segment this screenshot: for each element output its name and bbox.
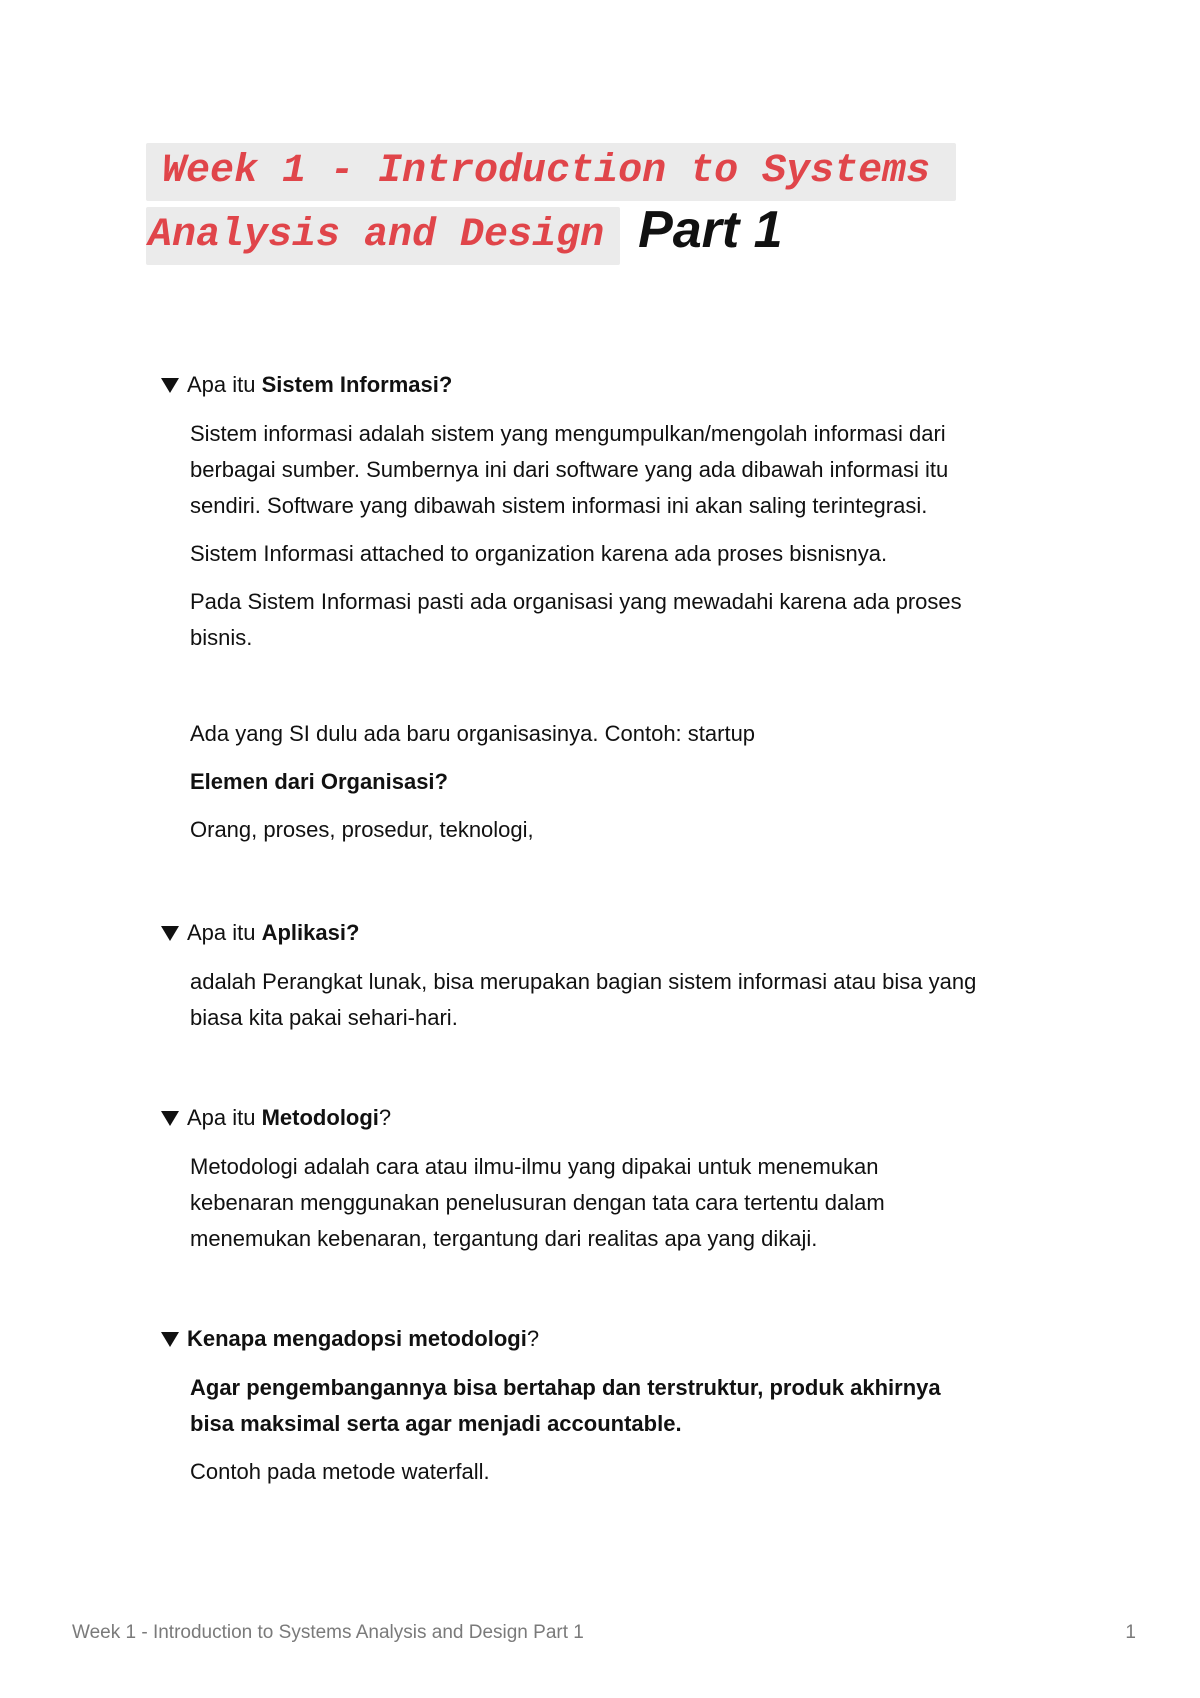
toggle-section-aplikasi (160, 916, 1070, 1036)
paragraph-line: biasa kita pakai sehari-hari. (190, 1005, 458, 1030)
paragraph-line: Sistem informasi adalah sistem yang mengumpulkan/mengolah informasi dari (190, 421, 946, 446)
toggle-title-bold: Kenapa mengadopsi metodologi (187, 1326, 527, 1351)
toggle-header[interactable] (160, 1101, 1070, 1135)
paragraph-line: menemukan kebenaran, tergantung dari realitas apa yang dikaji. (190, 1226, 818, 1251)
title-code-line-2: Analysis and Design (146, 207, 620, 265)
paragraph-line: kebenaran menggunakan penelusuran dengan tata cara tertentu dalam (190, 1190, 885, 1215)
toggle-header[interactable] (160, 1322, 1070, 1356)
paragraph: Contoh pada metode waterfall. (190, 1459, 490, 1484)
paragraph: Orang, proses, prosedur, teknologi, (190, 817, 534, 842)
paragraph: Sistem Informasi attached to organization karena ada proses bisnisnya. (190, 541, 888, 566)
title-code-line-1: Week 1 - Introduction to Systems (146, 143, 956, 201)
paragraph-line-bold: bisa maksimal serta agar menjadi accountable. (190, 1411, 682, 1436)
paragraph-line: Metodologi adalah cara atau ilmu-ilmu yang dipakai untuk menemukan (190, 1154, 879, 1179)
toggle-title-bold: Aplikasi? (261, 920, 360, 945)
paragraph-bold: Elemen dari Organisasi? (190, 769, 448, 794)
footer-page-number: 1 (1125, 1622, 1136, 1643)
paragraph-line: sendiri. Software yang dibawah sistem informasi ini akan saling terintegrasi. (190, 493, 928, 518)
paragraph: Ada yang SI dulu ada baru organisasinya. Contoh: startup (190, 721, 756, 746)
toggle-section-kenapa-metodologi (160, 1322, 1070, 1490)
title-part-label: Part 1 (638, 201, 783, 259)
paragraph-line: Pada Sistem Informasi pasti ada organisasi yang mewadahi karena ada proses (190, 589, 962, 614)
paragraph-line-bold: Agar pengembangannya bisa bertahap dan terstruktur, produk akhirnya (190, 1375, 941, 1400)
paragraph-line: berbagai sumber. Sumbernya ini dari software yang ada dibawah informasi itu (190, 457, 949, 482)
toggle-header[interactable] (160, 368, 1070, 402)
toggle-title-suffix: ? (526, 1326, 540, 1351)
toggle-header[interactable] (160, 916, 1070, 950)
toggle-section-sistem-informasi (160, 368, 1070, 848)
footer-document-title: Week 1 - Introduction to Systems Analysis and Design Part 1 (72, 1622, 584, 1643)
toggle-title-prefix: Apa itu (187, 1105, 262, 1130)
triangle-down-icon[interactable] (161, 1111, 179, 1126)
toggle-title-prefix: Apa itu (187, 372, 262, 397)
toggle-title-bold: Metodologi (261, 1105, 379, 1130)
paragraph-line: adalah Perangkat lunak, bisa merupakan bagian sistem informasi atau bisa yang (190, 969, 977, 994)
toggle-title-prefix: Apa itu (187, 920, 262, 945)
triangle-down-icon[interactable] (161, 378, 179, 393)
toggle-section-metodologi (160, 1101, 1070, 1257)
triangle-down-icon[interactable] (161, 1332, 179, 1347)
toggle-title-suffix: ? (378, 1105, 392, 1130)
triangle-down-icon[interactable] (161, 926, 179, 941)
paragraph-line: bisnis. (190, 625, 253, 650)
toggle-title-bold: Sistem Informasi? (261, 372, 453, 397)
